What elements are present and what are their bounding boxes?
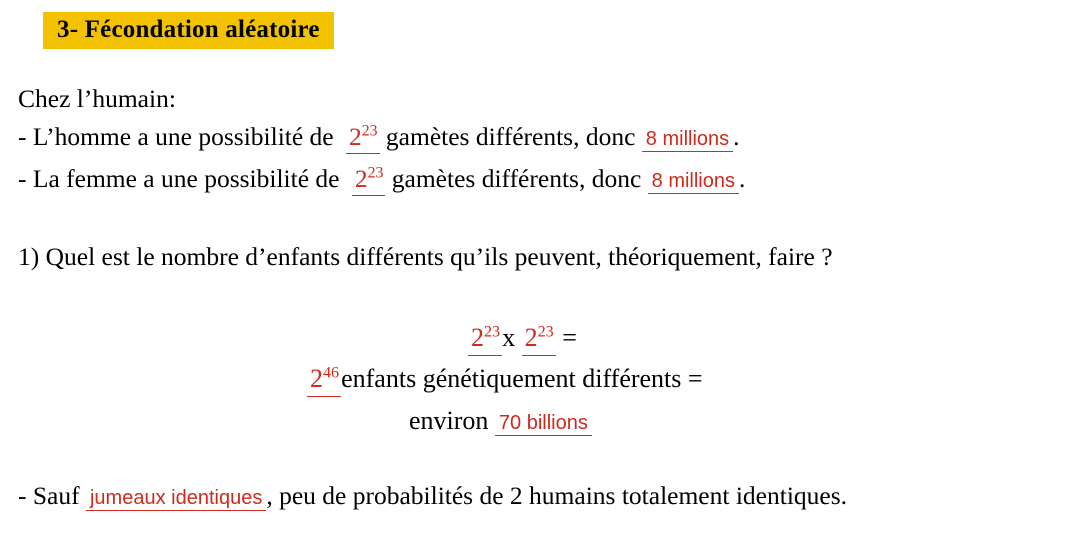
equation-term-1-base: 2 xyxy=(471,323,484,352)
approx-value-answer: 70 billions xyxy=(495,412,592,436)
intro-text: Chez l’humain: xyxy=(18,84,176,113)
intro-line xyxy=(18,83,176,114)
homme-line xyxy=(18,121,740,154)
sauf-text-before: - Sauf xyxy=(18,481,80,510)
homme-power xyxy=(346,121,380,154)
femme-text-middle: gamètes différents, donc xyxy=(391,164,642,193)
equation-result-base: 2 xyxy=(310,364,323,393)
equation-line-2 xyxy=(307,363,703,397)
equation-result-power xyxy=(307,363,341,397)
equation-line-1 xyxy=(468,322,577,356)
equation-term-1-exponent: 23 xyxy=(484,323,501,341)
question-1-text: 1) Quel est le nombre d’enfants différents qu’ils peuvent, théoriquement, faire ? xyxy=(18,242,833,271)
sauf-answer: jumeaux identiques xyxy=(86,487,266,511)
sauf-text-after: , peu de probabilités de 2 humains totalement identiques. xyxy=(266,481,848,510)
approx-label: environ xyxy=(409,406,489,435)
homme-power-base: 2 xyxy=(349,122,362,151)
homme-text-after: . xyxy=(733,122,740,151)
homme-text-before: - L’homme a une possibilité de xyxy=(18,122,334,151)
section-title: 3- Fécondation aléatoire xyxy=(43,12,334,49)
femme-power-exponent: 23 xyxy=(367,164,384,182)
equation-line-3 xyxy=(409,405,592,437)
homme-power-exponent: 23 xyxy=(361,122,378,140)
equation-term-1 xyxy=(468,322,502,356)
femme-text-before: - La femme a une possibilité de xyxy=(18,164,340,193)
equation-term-2-base: 2 xyxy=(524,323,538,352)
femme-power xyxy=(352,163,386,196)
equation-equals: = xyxy=(562,323,577,352)
femme-answer: 8 millions xyxy=(648,170,739,194)
homme-text-middle: gamètes différents, donc xyxy=(385,122,636,151)
femme-text-after: . xyxy=(739,164,746,193)
homme-answer: 8 millions xyxy=(642,128,733,152)
equation-result-exponent: 46 xyxy=(323,364,340,382)
question-1 xyxy=(18,241,833,272)
sauf-line xyxy=(18,480,847,511)
femme-line xyxy=(18,163,745,196)
femme-power-base: 2 xyxy=(354,164,368,193)
equation-term-2 xyxy=(522,322,556,356)
equation-result-text: enfants génétiquement différents = xyxy=(341,364,703,393)
equation-operator: x xyxy=(502,323,516,352)
equation-term-2-exponent: 23 xyxy=(537,323,554,341)
